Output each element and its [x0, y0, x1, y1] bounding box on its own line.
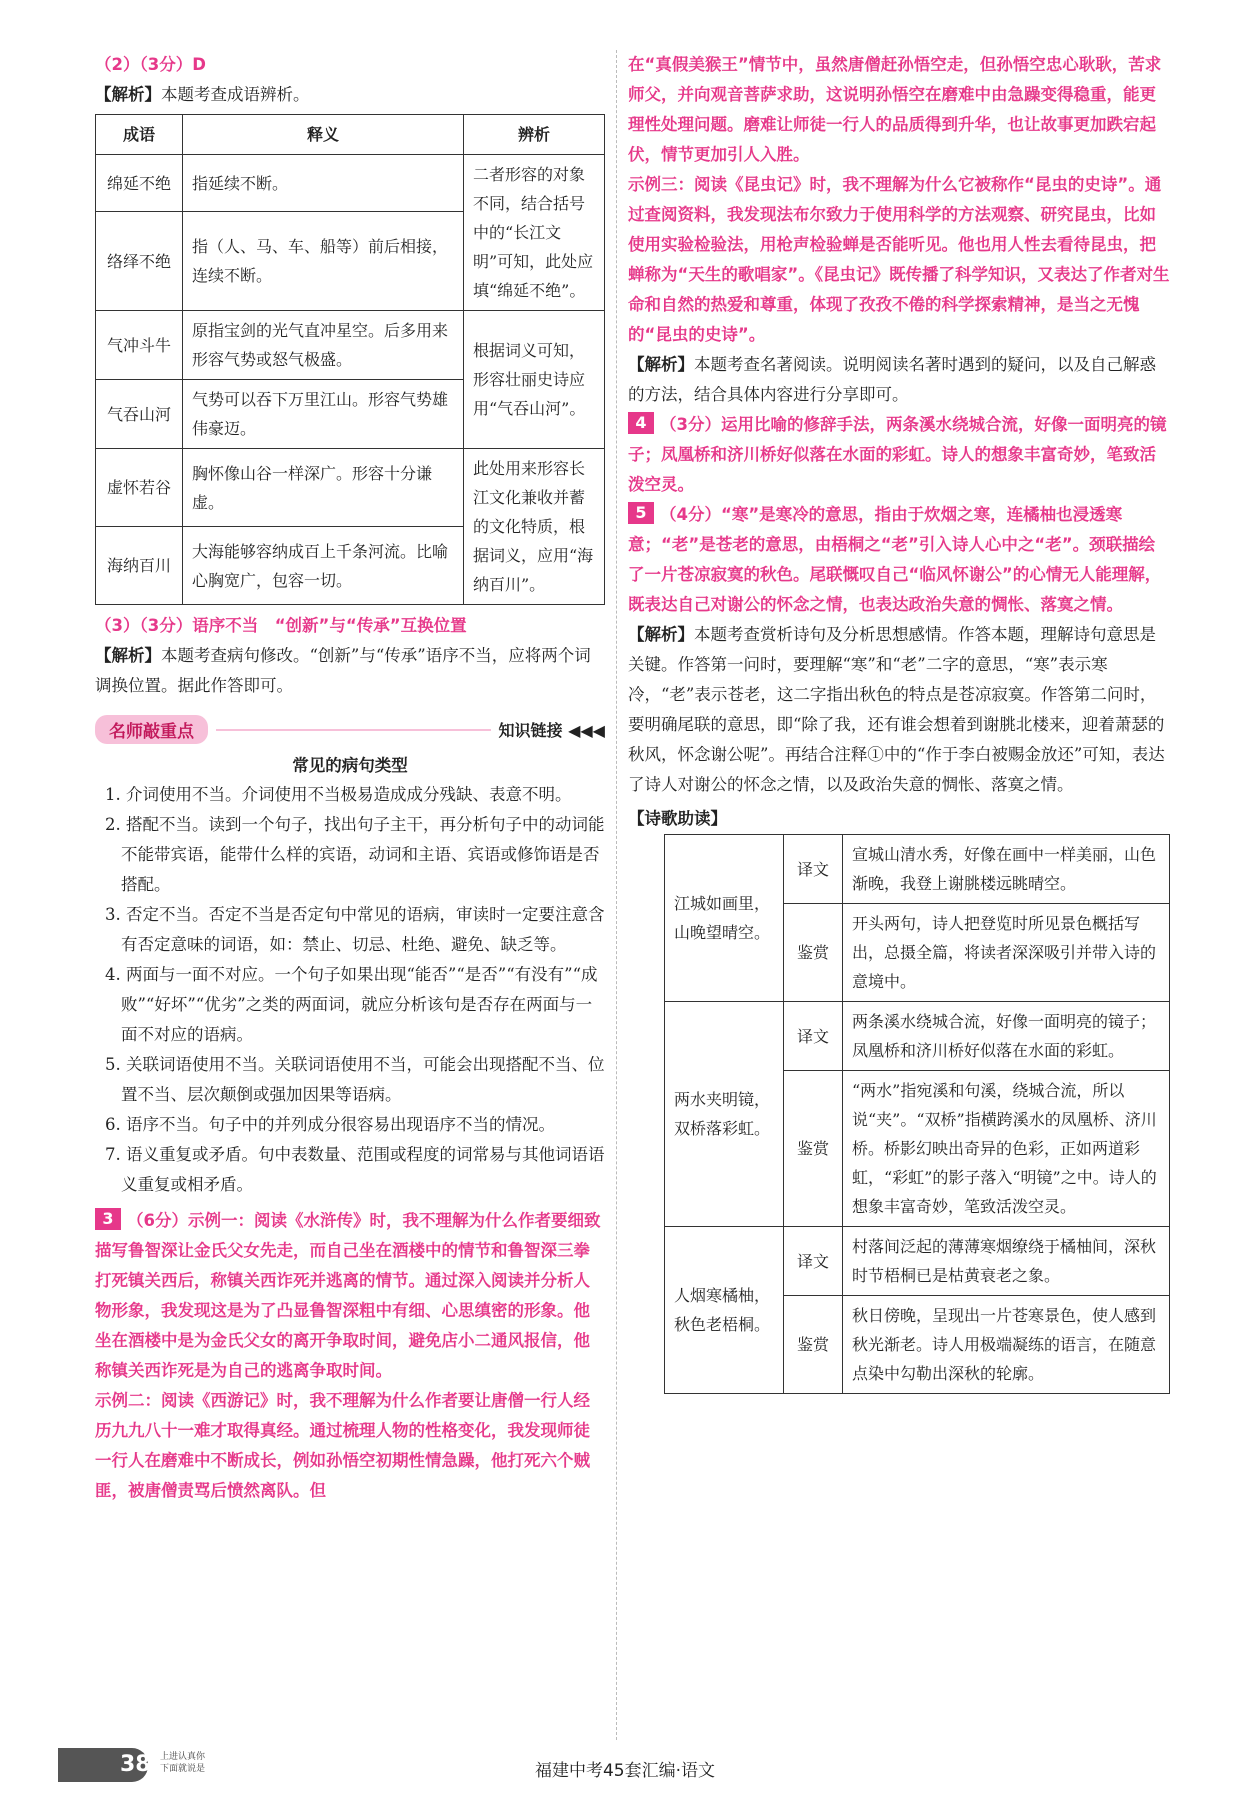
q2-analysis: 【解析】本题考查成语辨析。 [95, 85, 310, 104]
page-footer [0, 1748, 1250, 1788]
page-number: 38 [58, 1748, 148, 1782]
q3-analysis-right: 【解析】本题考查名著阅读。说明阅读名著时遇到的疑问，以及自己解惑的方法，结合具体内容进行分享即可。 [628, 355, 1156, 404]
q3-example-2: 示例二：阅读《西游记》时，我不理解为什么作者要让唐僧一行人经历九九八十一难才取得真经。通过梳理人物的性格变化，我发现师徒一行人在磨难中不断成长，例如孙悟空初期性情急躁，他打死六个贼匪，被唐僧责骂后愤然离队。但 [95, 1391, 590, 1500]
footer-slogan: 上进认真你 下面就说是 [160, 1752, 206, 1774]
q4-answer: 4 （3分）运用比喻的修辞手法，两条溪水绕城合流，好像一面明亮的镜子；凤凰桥和济川桥好似落在水面的彩虹。诗人的想象丰富奇妙，笔致活泼空灵。 [628, 413, 1167, 494]
q3-answer: 3 （6分）示例一：阅读《水浒传》时，我不理解为什么作者要细致描写鲁智深让金氏父女先走，而自己坐在酒楼中的情节和鲁智深三拳打死镇关西后，称镇关西诈死并逃离的情节。通过深入阅读并分析人物形象，我发现这是为了凸显鲁智深粗中有细、心思缜密的形象。他坐在酒楼中是为金氏父女的离开争取时间，避免店小二通风报信，他称镇关西诈死是为自己的逃离争取时间。 [95, 1209, 601, 1380]
q5-answer: 5 （4分）“寒”是寒冷的意思，指由于炊烟之寒，连橘柚也浸透寒意；“老”是苍老的意思，由梧桐之“老”引入诗人心中之“老”。颈联描绘了一片苍凉寂寞的秋色。尾联慨叹自己“临风怀谢公”的心情无人能理解，既表达自己对谢公的怀念之情，也表达政治失意的惆怅、落寞之情。 [628, 503, 1162, 614]
tip-header [95, 715, 605, 744]
left-column [95, 50, 605, 1506]
list-item: 7. 语义重复或矛盾。句中表数量、范围或程度的词常易与其他词语语义重复或相矛盾。 [105, 1145, 605, 1194]
q3-analysis: 【解析】本题考查病句修改。“创新”与“传承”语序不当，应将两个词调换位置。据此作答即可。 [95, 646, 591, 695]
q3-heading: （3）（3分）语序不当 “创新”与“传承”互换位置 [95, 616, 467, 635]
q3-answer-continued: 在“真假美猴王”情节中，虽然唐僧赶孙悟空走，但孙悟空忠心耿耿，苦求师父，并向观音菩萨求助，这说明孙悟空在磨难中由急躁变得稳重，能更理性处理问题。磨难让师徒一行人的品质得到升华，也让故事更加跌宕起伏，情节更加引人入胜。 [628, 55, 1162, 164]
table-row: 两水夹明镜，双桥落彩虹。 译文 两条溪水绕城合流，好像一面明亮的镜子；凤凰桥和济川桥好似落在水面的彩虹。 [665, 1002, 1170, 1071]
question-number-badge: 4 [628, 412, 654, 434]
tip-line [216, 729, 491, 731]
tip-title: 常见的病句类型 [292, 756, 408, 775]
table-row: 绵延不绝 指延续不断。 二者形容的对象不同，结合括号中的“长江文明”可知，此处应填“绵延不绝”。 [96, 155, 605, 212]
list-item: 4. 两面与一面不对应。一个句子如果出现“能否”“是否”“有没有”“成败”“好坏”“优劣”之类的两面词，就应分析该句是否存在两面与一面不对应的语病。 [105, 965, 598, 1044]
table-row: 海纳百川 大海能够容纳成百上千条河流。比喻心胸宽广，包容一切。 [96, 527, 605, 605]
tip-list [95, 780, 605, 1200]
poem-table [664, 834, 1170, 1394]
column-divider [616, 50, 617, 1740]
list-item: 6. 语序不当。句子中的并列成分很容易出现语序不当的情况。 [105, 1115, 555, 1134]
tip-label: 名师敲重点 [95, 715, 208, 744]
table-row: 气吞山河 气势可以吞下万里江山。形容气势雄伟豪迈。 [96, 380, 605, 449]
table-row: 鉴赏 “两水”指宛溪和句溪，绕城合流，所以说“夹”。“双桥”指横跨溪水的凤凰桥、济川桥。桥影幻映出奇异的色彩，正如两道彩虹，“彩虹”的影子落入“明镜”之中。诗人的想象丰富奇妙，笔致活泼空灵。 [665, 1071, 1170, 1227]
question-number-badge: 3 [95, 1208, 121, 1230]
q2-heading: （2）（3分）D [95, 55, 206, 74]
right-column [628, 50, 1170, 1394]
list-item: 5. 关联词语使用不当。关联词语使用不当，可能会出现搭配不当、位置不当、层次颠倒或强加因果等语病。 [105, 1055, 605, 1104]
list-item: 1. 介词使用不当。介词使用不当极易造成成分残缺、表意不明。 [105, 785, 572, 804]
table-row: 鉴赏 开头两句，诗人把登览时所见景色概括写出，总摄全篇，将读者深深吸引并带入诗的意境中。 [665, 904, 1170, 1002]
question-number-badge: 5 [628, 502, 654, 524]
table-row: 络绎不绝 指（人、马、车、船等）前后相接，连续不断。 [96, 212, 605, 311]
table-row: 人烟寒橘柚，秋色老梧桐。 译文 村落间泛起的薄薄寒烟缭绕于橘柚间，深秋时节梧桐已是枯黄衰老之象。 [665, 1227, 1170, 1296]
footer-title: 福建中考45套汇编·语文 [534, 1761, 716, 1781]
table-row: 江城如画里，山晚望晴空。 译文 宣城山清水秀，好像在画中一样美丽，山色渐晚，我登上谢朓楼远眺晴空。 [665, 835, 1170, 904]
table-row: 鉴赏 秋日傍晚，呈现出一片苍寒景色，使人感到秋光渐老。诗人用极端凝练的语言，在随意点染中勾勒出深秋的轮廓。 [665, 1296, 1170, 1394]
q5-analysis: 【解析】本题考查赏析诗句及分析思想感情。作答本题，理解诗句意思是关键。作答第一问时，要理解“寒”和“老”二字的意思，“寒”表示寒冷，“老”表示苍老，这二字指出秋色的特点是苍凉寂寞。作答第二问时，要明确尾联的意思，即“除了我，还有谁会想着到谢朓北楼来，迎着萧瑟的秋风，怀念谢公呢”。再结合注释①中的“作于李白被赐金放还”可知，表达了诗人对谢公的怀念之情，以及政治失意的惆怅、落寞之情。 [628, 625, 1165, 794]
poem-tag: 【诗歌助读】 [628, 809, 727, 828]
idiom-table: 成语 释义 辨析 绵延不绝 指延续不断。 二者形容的对象不同，结合括号中的“长江文明”可知，此处应填“绵延不绝”。 络绎不绝 指（人、马、车、船等）前后相接，连续不断。 气冲斗牛 原指宝剑的光气直冲星空。后多用来形容气势或怒气极盛。 根据词义可知，形容壮丽史诗应用“气吞山河”。 气吞山河 气势可以吞下万里江山。形容气势雄伟豪迈。 虚怀若谷 胸怀像山谷一样深广。形容十分谦虚。 此处用来形容长江文化兼收并蓄的文化特质，根据词义，应用“海纳百川”。 海纳百川 大海能够容纳成百上千条河流。比喻心胸宽广，包容一切。 [95, 114, 605, 605]
table-row: 虚怀若谷 胸怀像山谷一样深广。形容十分谦虚。 此处用来形容长江文化兼收并蓄的文化特质，根据词义，应用“海纳百川”。 [96, 449, 605, 527]
tip-link: 知识链接 ◀◀◀ [498, 721, 605, 740]
table-row: 气冲斗牛 原指宝剑的光气直冲星空。后多用来形容气势或怒气极盛。 根据词义可知，形容壮丽史诗应用“气吞山河”。 [96, 311, 605, 380]
q3-example-3: 示例三：阅读《昆虫记》时，我不理解为什么它被称作“昆虫的史诗”。通过查阅资料，我发现法布尔致力于使用科学的方法观察、研究昆虫，比如使用实验检验法，用枪声检验蝉是否能听见。他也用人性去看待昆虫，把蝉称为“天生的歌唱家”。《昆虫记》既传播了科学知识，又表达了作者对生命和自然的热爱和尊重，体现了孜孜不倦的科学探索精神，是当之无愧的“昆虫的史诗”。 [628, 175, 1170, 344]
list-item: 2. 搭配不当。读到一个句子，找出句子主干，再分析句子中的动词能不能带宾语，能带什么样的宾语，动词和主语、宾语或修饰语是否搭配。 [105, 815, 605, 894]
list-item: 3. 否定不当。否定不当是否定句中常见的语病，审读时一定要注意含有否定意味的词语，如：禁止、切忌、杜绝、避免、缺乏等。 [105, 905, 605, 954]
